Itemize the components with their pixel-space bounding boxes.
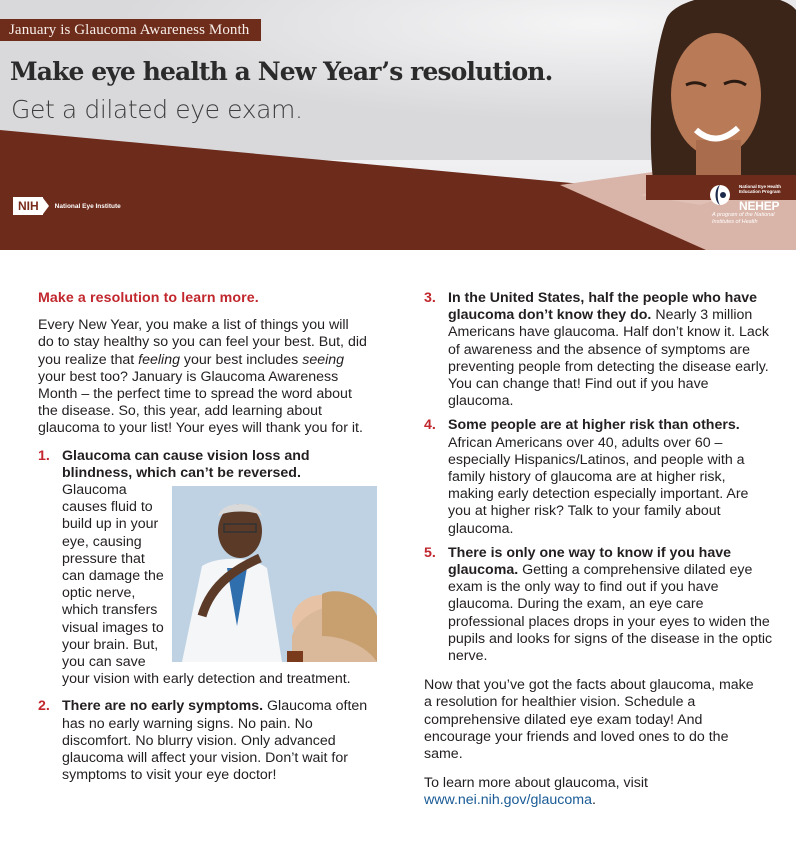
item-heading: There are no early symptoms. (62, 698, 264, 715)
list-item-4 (424, 417, 774, 537)
closing-paragraph: Now that you’ve got the facts about glaucoma, make a resolution for healthier vision. Schedule a comprehensive dilated eye exam today! And encourage your friends and loved ones to do the same. (424, 677, 754, 763)
item-heading: Glaucoma can cause vision loss and blindness, which can’t be reversed. (62, 447, 310, 481)
woman-photo (646, 0, 796, 200)
nehep-acronym: NEHEP (739, 199, 780, 213)
list-item-5 (424, 545, 774, 665)
nehep-program-note: A program of the National Institutes of Health (712, 212, 775, 225)
item-heading: Some people are at higher risk than others. (448, 417, 740, 434)
list-number: 4. (424, 417, 436, 434)
nih-mark: NIH (13, 197, 49, 215)
item-body: Nearly 3 million Americans have glaucoma. Half don’t know it. Lack of awareness and the absence of symptoms are preventing people from detecting the disease early. You can change that! Find out if you have glaucoma. (448, 307, 769, 410)
list-number: 1. (38, 447, 50, 464)
eye-doctor-photo (172, 486, 377, 662)
intro-heading: Make a resolution to learn more. (38, 290, 259, 306)
header-banner (0, 0, 796, 250)
item-body: Getting a comprehensive dilated eye exam is the only way to find out if you have glaucoma. During the exam, an eye care professional places drops in your eyes to widen the pupils and looks for signs of the disease in the optic nerve. (448, 562, 773, 665)
list-number: 3. (424, 290, 436, 306)
nih-logo[interactable] (13, 197, 121, 215)
nih-arrow-icon (43, 198, 49, 214)
page-headline: Make eye health a New Year’s resolution. (10, 57, 553, 86)
item-body: African Americans over 40, adults over 60 – especially Hispanics/Latinos, and people with a family history of glaucoma are at higher risk, making early detection especially important. Are you at higher risk? Talk to your family about glaucoma. (448, 434, 749, 537)
list-number: 2. (38, 698, 50, 715)
learn-more-text: To learn more about glaucoma, visit (424, 775, 648, 792)
item-heading: In the United States, half the people who have glaucoma don’t know they do. (448, 290, 758, 324)
nih-institute-name: National Eye Institute (54, 202, 121, 210)
learn-more-paragraph: To learn more about glaucoma, visit www.nei.nih.gov/glaucoma. (424, 775, 648, 809)
item-body: Glaucoma causes fluid to build up in your eye, causing pressure that can damage the optic nerve, which transfers visual images to your brain. But, you can save your vision with early detection and treatment. (62, 482, 351, 688)
list-item-3 (424, 290, 774, 410)
list-item-1 (38, 448, 368, 689)
intro-paragraph: Every New Year, you make a list of things you will do to stay healthy so you can feel your best. But, did you realize that feeling your best includes seeing your best too? January is Glaucoma Awareness Month – the perfect time to spread the word about the disease. So, this year, add learning about glaucoma to your list! Your eyes will thank you for it. (38, 317, 367, 437)
left-column (38, 290, 368, 784)
nehep-program-name: National Eye Health Education Program (739, 184, 782, 194)
right-column (424, 290, 774, 810)
item-body: Glaucoma often has no early warning signs. No pain. No discomfort. No blurry vision. Only advanced glaucoma will affect your vision. Don’t wait for symptoms to visit your eye doctor! (62, 698, 368, 784)
list-item-2 (38, 698, 368, 784)
list-number: 5. (424, 544, 436, 561)
awareness-month-tag: January is Glaucoma Awareness Month (0, 19, 261, 41)
item-heading: There is only one way to know if you have glaucoma. (448, 544, 732, 579)
glaucoma-info-link[interactable]: www.nei.nih.gov/glaucoma (424, 792, 592, 809)
page-subhead: Get a dilated eye exam. (11, 95, 303, 124)
eye-profile-icon (709, 184, 731, 206)
